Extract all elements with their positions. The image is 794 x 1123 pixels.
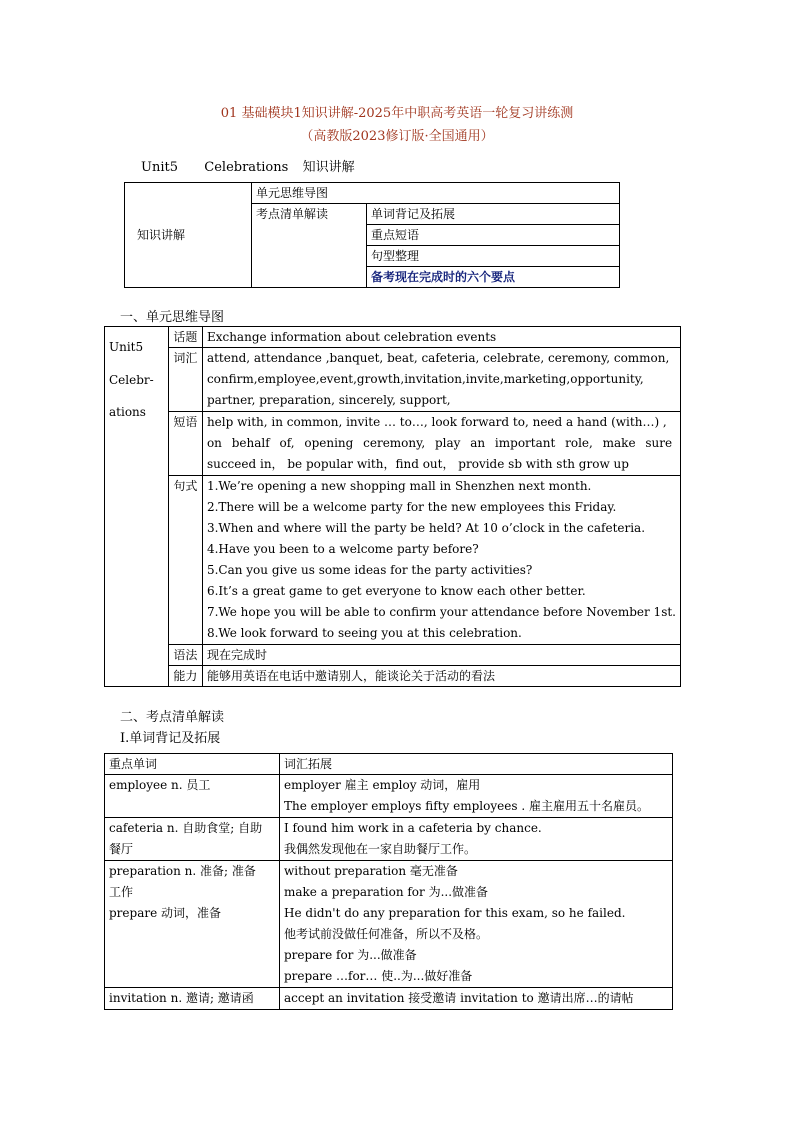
phrase-line: help with, in common, invite … to…, look forward to, need a hand (with…) , — [206, 415, 667, 429]
sentences-cell — [202, 476, 680, 645]
word-line: 餐厅 — [109, 842, 134, 856]
vocab-line: partner, preparation, sincerely, support, — [206, 393, 451, 407]
word-cell — [105, 861, 280, 988]
column-header: 重点单词 — [105, 754, 280, 775]
toc-left-label: 知识讲解 — [125, 183, 252, 288]
vocab-table — [104, 753, 673, 1010]
sentence-line: 4.Have you been to a welcome party before? — [206, 542, 479, 556]
sentence-line: 7.We hope you will be able to confirm your attendance before November 1st. — [206, 605, 676, 619]
extension-line: accept an invitation 接受邀请 invitation to 邀请出席…的请帖 — [284, 991, 634, 1005]
toc-item: 备考现在完成时的六个要点 — [367, 267, 620, 288]
column-header: 词汇拓展 — [280, 754, 673, 775]
table-row — [105, 988, 673, 1010]
word-cell — [105, 775, 280, 818]
category-label: 短语 — [168, 412, 202, 476]
unit-label: Unit5 — [109, 340, 144, 354]
document-title-line2: （高教版2023修订版·全国通用） — [300, 129, 494, 144]
toc-table — [124, 182, 620, 288]
word-line: preparation n. 准备; 准备 — [109, 864, 256, 878]
unit-title: Celebrations — [204, 160, 289, 175]
word-line: prepare 动词，准备 — [109, 906, 222, 920]
toc-kaodian: 考点清单解读 — [252, 204, 367, 288]
unit-label: Celebr- — [109, 373, 154, 387]
toc-item: 单词背记及拓展 — [367, 204, 620, 225]
category-label: 句式 — [168, 476, 202, 645]
grammar-text: 现在完成时 — [202, 645, 680, 666]
word-line: 工作 — [109, 885, 134, 899]
extension-cell — [280, 775, 673, 818]
unit-label-cell — [105, 327, 169, 687]
extension-cell — [280, 818, 673, 861]
extension-line: I found him work in a cafeteria by chance. — [284, 821, 542, 835]
category-label: 语法 — [168, 645, 202, 666]
unit-name: Unit5 — [141, 160, 178, 175]
extension-line: 我偶然发现他在一家自助餐厅工作。 — [284, 842, 477, 856]
sentence-line: 1.We’re opening a new shopping mall in Shenzhen next month. — [206, 479, 592, 493]
sentence-line: 3.When and where will the party be held? At 10 o’clock in the cafeteria. — [206, 521, 646, 535]
ability-text: 能够用英语在电话中邀请别人，能谈论关于活动的看法 — [202, 666, 680, 687]
toc-mind-map: 单元思维导图 — [252, 183, 620, 204]
category-label: 能力 — [168, 666, 202, 687]
extension-cell — [280, 988, 673, 1010]
extension-line: The employer employs fifty employees . 雇主雇用五十名雇员。 — [284, 799, 649, 813]
table-row — [105, 775, 673, 818]
word-cell — [105, 818, 280, 861]
topic-text: Exchange information about celebration events — [202, 327, 680, 348]
extension-line: without preparation 毫无准备 — [284, 864, 458, 878]
unit-suffix: 知识讲解 — [302, 160, 355, 175]
mind-map-table — [104, 326, 681, 687]
toc-item: 重点短语 — [367, 225, 620, 246]
sentence-line: 5.Can you give us some ideas for the party activities? — [206, 563, 533, 577]
word-line: invitation n. 邀请; 邀请函 — [109, 991, 254, 1005]
sentence-line: 6.It’s a great game to get everyone to know each other better. — [206, 584, 586, 598]
word-line: cafeteria n. 自助食堂; 自助 — [109, 821, 263, 835]
phrase-line: on behalf of, opening ceremony, play an important role, make sure — [206, 436, 673, 450]
vocab-line: confirm,employee,event,growth,invitation,invite,marketing,opportunity, — [206, 372, 644, 386]
section1-heading: 一、单元思维导图 — [120, 310, 225, 325]
vocab-line: attend, attendance ,banquet, beat, cafeteria, celebrate, ceremony, common, — [206, 351, 670, 365]
unit-label: ations — [109, 405, 146, 419]
extension-line: employer 雇主 employ 动词，雇用 — [284, 778, 481, 792]
category-label: 话题 — [168, 327, 202, 348]
sentence-line: 8.We look forward to seeing you at this celebration. — [206, 626, 522, 640]
table-row — [105, 861, 673, 988]
phrases-cell — [202, 412, 680, 476]
sentence-line: 2.There will be a welcome party for the new employees this Friday. — [206, 500, 617, 514]
unit-heading — [141, 156, 355, 175]
section2-heading: 二、考点清单解读 — [120, 710, 225, 725]
extension-line: He didn't do any preparation for this exam, so he failed. — [284, 906, 626, 920]
document-title-line1: 01 基础模块1知识讲解-2025年中职高考英语一轮复习讲练测 — [220, 106, 574, 121]
table-row — [105, 818, 673, 861]
extension-line: make a preparation for 为...做准备 — [284, 885, 489, 899]
word-line: employee n. 员工 — [109, 778, 211, 792]
extension-line: prepare for 为...做准备 — [284, 948, 417, 962]
extension-line: 他考试前没做任何准备，所以不及格。 — [284, 927, 489, 941]
extension-line: prepare …for… 使..为...做好准备 — [284, 969, 473, 983]
phrase-line: succeed in， be popular with，find out， provide sb with sth grow up — [206, 457, 629, 471]
toc-item: 句型整理 — [367, 246, 620, 267]
section2-subheading: I.单词背记及拓展 — [120, 731, 221, 746]
category-label: 词汇 — [168, 348, 202, 412]
vocab-cell — [202, 348, 680, 412]
word-cell — [105, 988, 280, 1010]
extension-cell — [280, 861, 673, 988]
